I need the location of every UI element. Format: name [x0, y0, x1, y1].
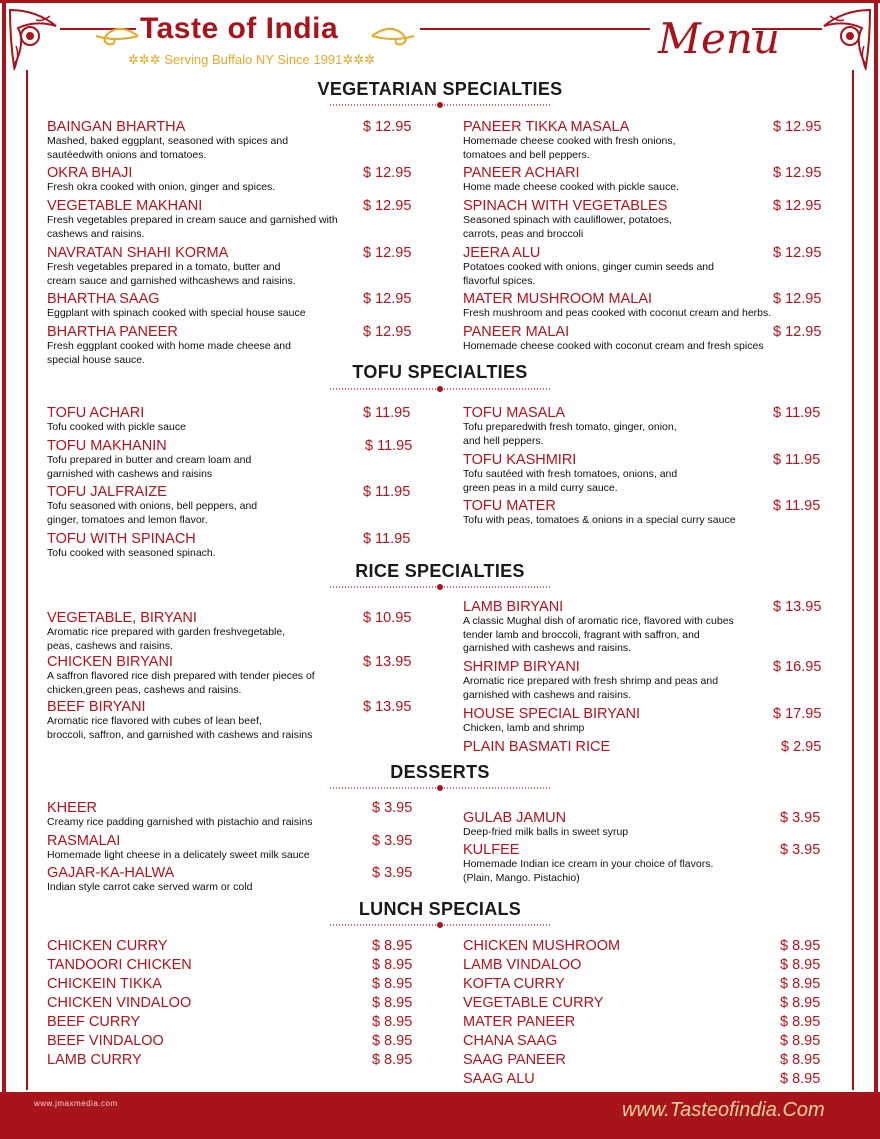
item-description: ginger, tomatoes and lemon flavor.	[47, 513, 208, 526]
item-description: Fresh vegetables prepared in a tomato, butter and	[47, 261, 281, 273]
item-name: BAINGAN BHARTHA	[47, 119, 186, 135]
item-description: tender lamb and broccoli, fragrant with saffron, and	[463, 628, 700, 641]
item-price: $ 8.95	[372, 1014, 413, 1030]
item-name: BHARTHA SAAG	[47, 291, 160, 307]
item-price: $ 3.95	[780, 810, 821, 826]
item-description: Tofu sautéed with fresh tomatoes, onions, and	[463, 468, 678, 480]
item-description: Aromatic rice flavored with cubes of lean beef,	[47, 715, 262, 727]
menu-item	[47, 699, 407, 742]
item-price: $ 8.95	[780, 995, 821, 1011]
menu-item	[463, 291, 823, 321]
menu-item	[47, 654, 407, 697]
item-price: $ 11.95	[363, 531, 411, 547]
menu-item	[463, 405, 823, 448]
item-description: peas, cashews and raisins.	[47, 639, 174, 652]
item-name: TOFU WITH SPINACH	[47, 531, 196, 547]
item-description: Homemade cheese cooked with coconut cream and fresh spices	[463, 340, 764, 352]
item-price: $ 8.95	[780, 938, 821, 954]
restaurant-name: Taste of India	[140, 12, 339, 45]
item-description: Fresh eggplant cooked with home made cheese and	[47, 340, 291, 352]
item-name: TOFU MATER	[463, 498, 556, 514]
item-description: Tofu cooked with seasoned spinach.	[47, 547, 216, 559]
menu-item	[463, 198, 823, 241]
divider-ornament-icon	[330, 920, 550, 930]
item-description: garnished with cashews and raisins.	[463, 688, 632, 701]
item-name: LAMB CURRY	[47, 1052, 142, 1068]
menu-item	[463, 452, 823, 495]
item-description: Tofu cooked with pickle sauce	[47, 421, 186, 433]
item-name: PLAIN BASMATI RICE	[463, 739, 611, 755]
item-price: $ 11.95	[773, 452, 821, 468]
item-price: $ 8.95	[372, 938, 413, 954]
item-price: $ 10.95	[363, 610, 412, 626]
item-description: Tofu preparedwith fresh tomato, ginger, onion,	[463, 421, 677, 433]
item-price: $ 8.95	[372, 957, 413, 973]
item-price: $ 8.95	[780, 1014, 821, 1030]
item-name: BHARTHA PANEER	[47, 324, 178, 340]
item-price: $ 12.95	[773, 165, 822, 181]
item-price: $ 12.95	[363, 165, 412, 181]
header-rule-middle	[420, 28, 650, 30]
section-title-tofu: TOFU SPECIALTIES	[352, 362, 528, 382]
item-description: (Plain, Mango. Pistachio)	[463, 871, 580, 884]
item-description: chicken,green peas, cashews and raisins.	[47, 683, 242, 696]
item-name: PANEER ACHARI	[463, 165, 580, 181]
item-name: JEERA ALU	[463, 245, 541, 261]
item-name: VEGETABLE MAKHANI	[47, 198, 203, 214]
menu-item	[463, 976, 823, 992]
menu-item	[47, 119, 407, 162]
item-description: A classic Mughal dish of aromatic rice, flavored with cubes	[463, 615, 734, 627]
item-price: $ 12.95	[363, 324, 412, 340]
item-name: TOFU ACHARI	[47, 405, 145, 421]
item-price: $ 17.95	[773, 706, 822, 722]
item-price: $ 11.95	[773, 405, 821, 421]
item-description: Mashed, baked eggplant, seasoned with spices and	[47, 135, 289, 147]
menu-item	[463, 1014, 823, 1030]
item-description: Eggplant with spinach cooked with special house sauce	[47, 307, 306, 319]
item-description: Potatoes cooked with onions, ginger cumin seeds and	[463, 261, 714, 273]
menu-item	[463, 1033, 823, 1049]
item-description: Homemade cheese cooked with fresh onions,	[463, 135, 676, 147]
item-name: CHICKEN VINDALOO	[47, 995, 192, 1011]
item-description: A saffron flavored rice dish prepared with tender pieces of	[47, 670, 315, 682]
menu-item	[463, 1052, 823, 1068]
item-description: sautéedwith onions and tomatoes.	[47, 148, 207, 161]
item-name: LAMB BIRYANI	[463, 599, 564, 615]
item-name: SPINACH WITH VEGETABLES	[463, 198, 668, 214]
item-description: Tofu seasoned with onions, bell peppers, and	[47, 500, 258, 512]
item-description: Home made cheese cooked with pickle sauce.	[463, 181, 679, 193]
divider-ornament-icon	[330, 582, 550, 592]
item-description: Tofu prepared in butter and cream loam and	[47, 454, 252, 466]
item-description: tomatoes and bell peppers.	[463, 148, 590, 161]
item-price: $ 8.95	[780, 976, 821, 992]
item-price: $ 3.95	[372, 833, 413, 849]
logo-swirl-left-icon	[92, 22, 140, 48]
item-description: Homemade light cheese in a delicately sweet milk sauce	[47, 849, 310, 861]
menu-item	[47, 531, 407, 561]
item-price: $ 8.95	[372, 995, 413, 1011]
menu-item	[47, 291, 407, 321]
item-name: BEEF CURRY	[47, 1014, 141, 1030]
item-description: Chicken, lamb and shrimp	[463, 722, 585, 734]
item-price: $ 16.95	[773, 659, 822, 675]
item-description: special house sauce.	[47, 353, 146, 366]
item-name: CHICKEN MUSHROOM	[463, 938, 621, 954]
divider-ornament-icon	[330, 100, 550, 110]
item-name: KOFTA CURRY	[463, 976, 565, 992]
designer-credit[interactable]: www.jmaxmedia.com	[34, 1099, 118, 1108]
menu-item	[463, 119, 823, 162]
item-name: SHRIMP BIRYANI	[463, 659, 580, 675]
section-title-rice: RICE SPECIALTIES	[355, 561, 525, 581]
item-name: NAVRATAN SHAHI KORMA	[47, 245, 229, 261]
menu-item	[463, 498, 823, 528]
item-price: $ 3.95	[372, 800, 413, 816]
item-name: KULFEE	[463, 842, 520, 858]
item-name: CHICKEN CURRY	[47, 938, 168, 954]
item-name: LAMB VINDALOO	[463, 957, 582, 973]
item-name: KHEER	[47, 800, 97, 816]
divider-ornament-icon	[330, 783, 550, 793]
item-name: BEEF VINDALOO	[47, 1033, 164, 1049]
item-name: PANEER MALAI	[463, 324, 570, 340]
menu-item	[47, 438, 407, 481]
item-price: $ 12.95	[363, 245, 412, 261]
item-description: broccoli, saffron, and garnished with cashews and raisins	[47, 728, 313, 741]
menu-item	[47, 245, 407, 288]
item-description: garnished with cashews and raisins.	[463, 642, 632, 654]
menu-item	[47, 610, 407, 653]
corner-ornament-left-icon	[6, 6, 64, 78]
section-title-vegetarian: VEGETARIAN SPECIALTIES	[317, 79, 563, 99]
item-name: CHICKEN BIRYANI	[47, 654, 173, 670]
menu-item	[463, 324, 823, 354]
item-price: $ 12.95	[773, 291, 822, 307]
item-price: $ 11.95	[365, 438, 413, 454]
item-description: Fresh vegetables prepared in cream sauce and garnished with	[47, 214, 338, 226]
item-price: $ 2.95	[781, 739, 822, 755]
item-price: $ 8.95	[780, 1052, 821, 1068]
item-price: $ 8.95	[372, 1052, 413, 1068]
item-price: $ 8.95	[372, 976, 413, 992]
item-name: VEGETABLE, BIRYANI	[47, 610, 197, 626]
item-description: Homemade Indian ice cream in your choice of flavors.	[463, 858, 714, 870]
menu-item	[47, 995, 407, 1011]
item-price: $ 12.95	[363, 198, 412, 214]
item-price: $ 12.95	[773, 324, 822, 340]
item-price: $ 13.95	[363, 654, 412, 670]
item-price: $ 8.95	[780, 1071, 821, 1087]
item-price: $ 13.95	[363, 699, 412, 715]
item-price: $ 11.95	[773, 498, 821, 514]
item-description: cashews and raisins.	[47, 227, 145, 240]
frame-top-border	[0, 0, 880, 3]
item-price: $ 12.95	[363, 291, 412, 307]
item-name: HOUSE SPECIAL BIRYANI	[463, 706, 641, 722]
menu-item	[47, 405, 407, 435]
item-price: $ 3.95	[372, 865, 413, 881]
item-description: Fresh okra cooked with onion, ginger and spices.	[47, 181, 276, 193]
menu-item	[47, 1052, 407, 1068]
item-name: TOFU KASHMIRI	[463, 452, 577, 468]
item-description: green peas in a mild curry sauce.	[463, 481, 618, 494]
menu-item	[47, 324, 407, 367]
menu-item	[47, 165, 407, 195]
item-price: $ 3.95	[780, 842, 821, 858]
item-price: $ 12.95	[773, 198, 822, 214]
item-description: Aromatic rice prepared with fresh shrimp and peas and	[463, 675, 719, 687]
menu-item	[47, 833, 407, 863]
item-name: RASMALAI	[47, 833, 121, 849]
section-title-lunch: LUNCH SPECIALS	[358, 899, 522, 919]
corner-ornament-right-icon	[816, 6, 874, 78]
item-description: Creamy rice padding garnished with pistachio and raisins	[47, 816, 313, 828]
item-description: garnished with cashews and raisins	[47, 467, 213, 480]
item-name: CHICKEIN TIKKA	[47, 976, 162, 992]
item-price: $ 11.95	[363, 405, 411, 421]
item-price: $ 12.95	[363, 119, 412, 135]
menu-item	[463, 165, 823, 195]
menu-item	[463, 659, 823, 702]
item-name: TOFU MAKHANIN	[47, 438, 167, 454]
item-name: SAAG ALU	[463, 1071, 535, 1087]
menu-item	[463, 599, 823, 656]
menu-heading: Menu	[658, 14, 780, 63]
item-price: $ 8.95	[780, 1033, 821, 1049]
item-name: GAJAR-KA-HALWA	[47, 865, 175, 881]
item-description: flavorful spices.	[463, 274, 536, 287]
website-link[interactable]: www.Tasteofindia.Com	[622, 1099, 825, 1121]
menu-item	[463, 938, 823, 954]
item-price: $ 12.95	[773, 245, 822, 261]
item-name: TOFU JALFRAIZE	[47, 484, 167, 500]
item-name: MATER MUSHROOM MALAI	[463, 291, 653, 307]
item-name: TANDOORI CHICKEN	[47, 957, 192, 973]
item-price: $ 8.95	[780, 957, 821, 973]
item-description: Aromatic rice prepared with garden freshvegetable,	[47, 626, 286, 638]
item-name: SAAG PANEER	[463, 1052, 566, 1068]
item-description: Seasoned spinach with cauliflower, potatoes,	[463, 214, 672, 226]
item-name: BEEF BIRYANI	[47, 699, 146, 715]
menu-item	[463, 1071, 823, 1087]
menu-item	[47, 484, 407, 527]
menu-item	[47, 976, 407, 992]
item-name: MATER PANEER	[463, 1014, 576, 1030]
item-price: $ 8.95	[372, 1033, 413, 1049]
item-description: Fresh mushroom and peas cooked with coconut cream and herbs.	[463, 307, 772, 319]
menu-item	[463, 706, 823, 736]
item-price: $ 11.95	[363, 484, 411, 500]
item-price: $ 13.95	[773, 599, 822, 615]
item-name: VEGETABLE CURRY	[463, 995, 604, 1011]
menu-item	[47, 1014, 407, 1030]
item-description: Tofu with peas, tomatoes & onions in a special curry sauce	[463, 514, 736, 526]
menu-item	[463, 995, 823, 1011]
menu-item	[463, 739, 823, 755]
item-name: GULAB JAMUN	[463, 810, 567, 826]
menu-item	[47, 800, 407, 830]
tagline: ✲✲✲ Serving Buffalo NY Since 1991✲✲✲	[128, 52, 375, 67]
item-name: PANEER TIKKA MASALA	[463, 119, 630, 135]
menu-item	[463, 957, 823, 973]
item-price: $ 12.95	[773, 119, 822, 135]
menu-item	[463, 810, 823, 840]
menu-item	[463, 245, 823, 288]
item-description: Deep-fried milk balls in sweet syrup	[463, 826, 629, 838]
divider-ornament-icon	[330, 384, 550, 394]
menu-item	[463, 842, 823, 885]
menu-item	[47, 957, 407, 973]
section-title-desserts: DESSERTS	[390, 762, 490, 782]
item-name: CHANA SAAG	[463, 1033, 558, 1049]
item-name: OKRA BHAJI	[47, 165, 133, 181]
item-description: Indian style carrot cake served warm or cold	[47, 881, 253, 893]
logo-swirl-right-icon	[370, 22, 418, 48]
menu-item	[47, 1033, 407, 1049]
item-description: cream sauce and garnished withcashews and raisins.	[47, 274, 296, 287]
menu-item	[47, 938, 407, 954]
item-name: TOFU MASALA	[463, 405, 566, 421]
menu-item	[47, 865, 407, 895]
item-description: and hell peppers.	[463, 434, 544, 447]
item-description: carrots, peas and broccoli	[463, 227, 584, 240]
menu-item	[47, 198, 407, 241]
